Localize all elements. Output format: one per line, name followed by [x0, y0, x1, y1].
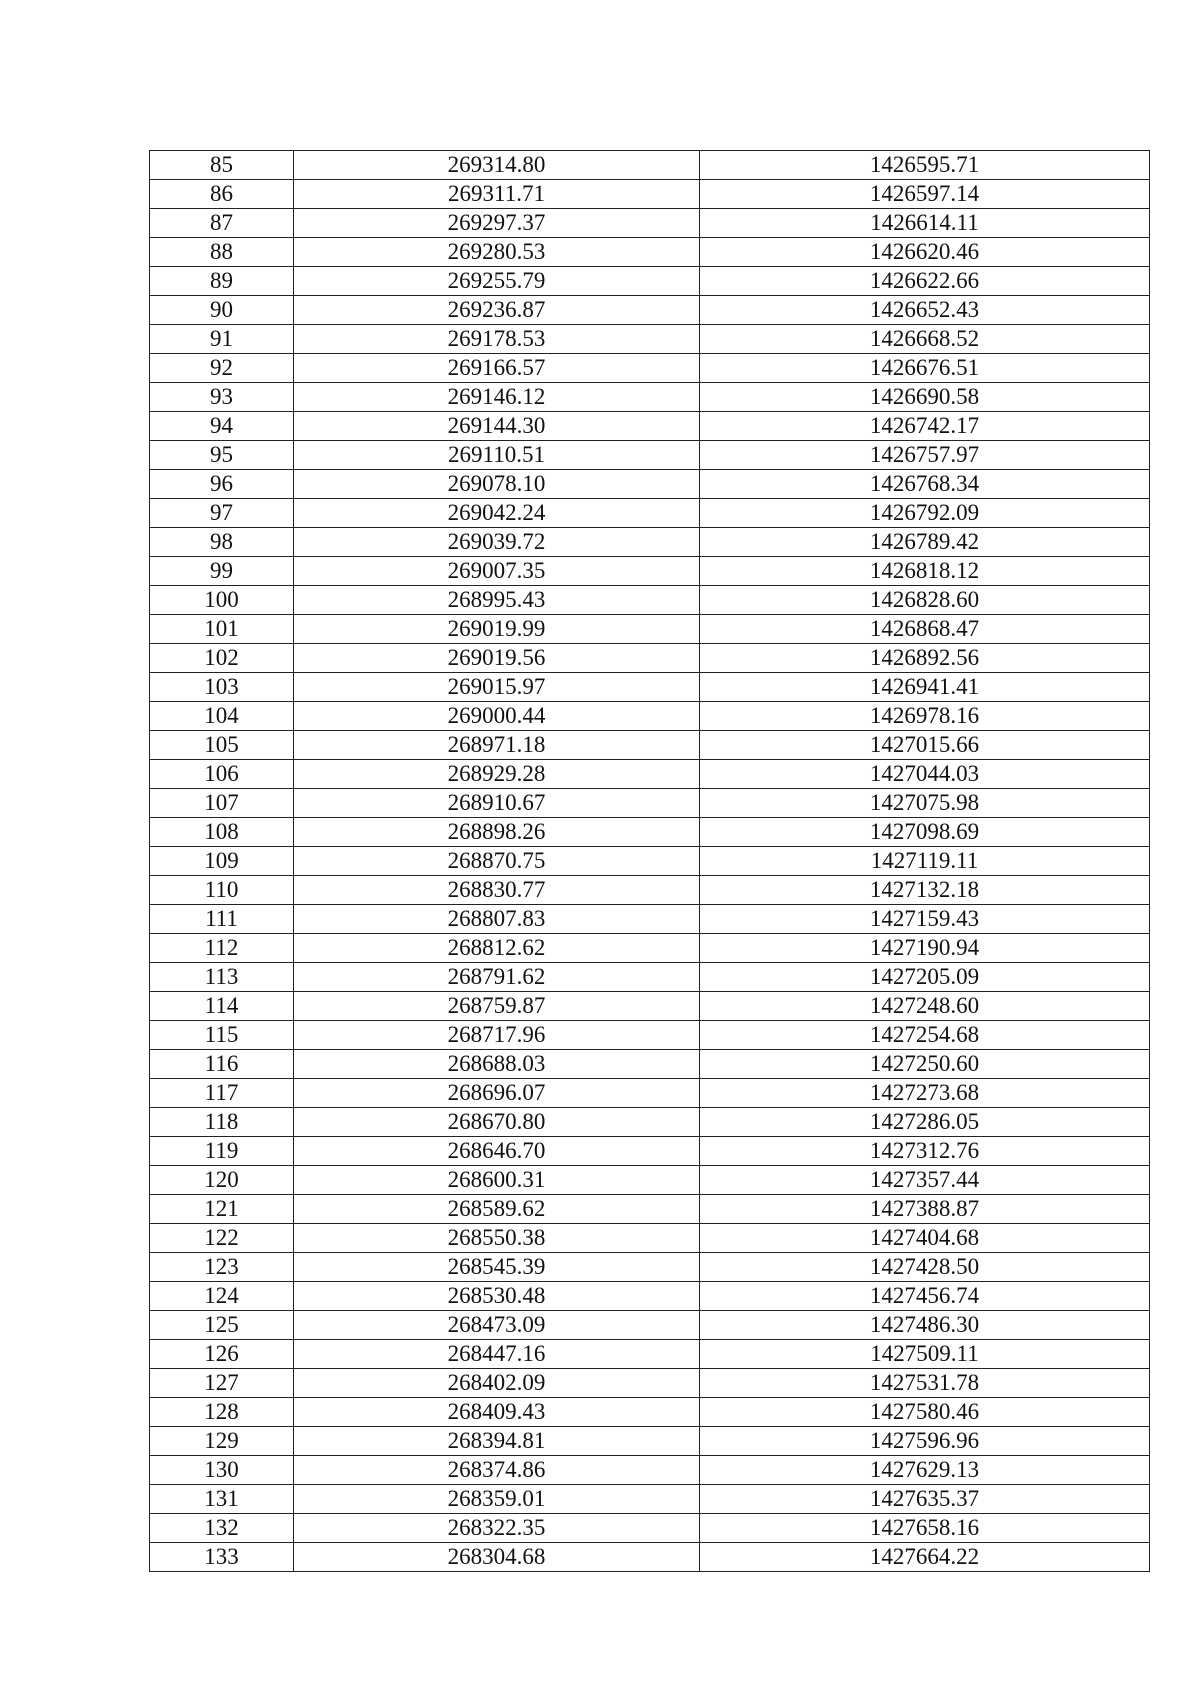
x-coordinate-cell: 269166.57	[294, 354, 700, 383]
table-row	[150, 1340, 1150, 1369]
y-coordinate-cell: 1426789.42	[700, 528, 1150, 557]
y-coordinate-cell: 1427388.87	[700, 1195, 1150, 1224]
point-number-cell: 116	[150, 1050, 294, 1079]
y-coordinate-cell: 1427580.46	[700, 1398, 1150, 1427]
x-coordinate-cell: 268646.70	[294, 1137, 700, 1166]
x-coordinate-cell: 268807.83	[294, 905, 700, 934]
y-coordinate-cell: 1426792.09	[700, 499, 1150, 528]
table-row	[150, 586, 1150, 615]
table-row	[150, 412, 1150, 441]
point-number-cell: 129	[150, 1427, 294, 1456]
y-coordinate-cell: 1427531.78	[700, 1369, 1150, 1398]
table-row	[150, 528, 1150, 557]
x-coordinate-cell: 269297.37	[294, 209, 700, 238]
y-coordinate-cell: 1426768.34	[700, 470, 1150, 499]
x-coordinate-cell: 268791.62	[294, 963, 700, 992]
x-coordinate-cell: 268717.96	[294, 1021, 700, 1050]
table-row	[150, 992, 1150, 1021]
y-coordinate-cell: 1427357.44	[700, 1166, 1150, 1195]
point-number-cell: 85	[150, 151, 294, 180]
y-coordinate-cell: 1427312.76	[700, 1137, 1150, 1166]
point-number-cell: 102	[150, 644, 294, 673]
y-coordinate-cell: 1426690.58	[700, 383, 1150, 412]
y-coordinate-cell: 1426652.43	[700, 296, 1150, 325]
y-coordinate-cell: 1427248.60	[700, 992, 1150, 1021]
point-number-cell: 88	[150, 238, 294, 267]
x-coordinate-cell: 269146.12	[294, 383, 700, 412]
y-coordinate-cell: 1426676.51	[700, 354, 1150, 383]
point-number-cell: 93	[150, 383, 294, 412]
x-coordinate-cell: 269311.71	[294, 180, 700, 209]
table-row	[150, 1108, 1150, 1137]
y-coordinate-cell: 1426868.47	[700, 615, 1150, 644]
point-number-cell: 107	[150, 789, 294, 818]
table-row	[150, 963, 1150, 992]
x-coordinate-cell: 268670.80	[294, 1108, 700, 1137]
x-coordinate-cell: 268394.81	[294, 1427, 700, 1456]
table-row	[150, 441, 1150, 470]
coordinate-table	[149, 150, 1150, 1572]
table-row	[150, 876, 1150, 905]
x-coordinate-cell: 268830.77	[294, 876, 700, 905]
point-number-cell: 114	[150, 992, 294, 1021]
y-coordinate-cell: 1427404.68	[700, 1224, 1150, 1253]
x-coordinate-cell: 269314.80	[294, 151, 700, 180]
point-number-cell: 111	[150, 905, 294, 934]
point-number-cell: 121	[150, 1195, 294, 1224]
table-row	[150, 1224, 1150, 1253]
table-row	[150, 383, 1150, 412]
x-coordinate-cell: 268971.18	[294, 731, 700, 760]
point-number-cell: 130	[150, 1456, 294, 1485]
point-number-cell: 132	[150, 1514, 294, 1543]
x-coordinate-cell: 268409.43	[294, 1398, 700, 1427]
table-row	[150, 1137, 1150, 1166]
point-number-cell: 119	[150, 1137, 294, 1166]
x-coordinate-cell: 268600.31	[294, 1166, 700, 1195]
table-row	[150, 470, 1150, 499]
x-coordinate-cell: 268322.35	[294, 1514, 700, 1543]
y-coordinate-cell: 1426620.46	[700, 238, 1150, 267]
x-coordinate-cell: 268304.68	[294, 1543, 700, 1572]
y-coordinate-cell: 1427456.74	[700, 1282, 1150, 1311]
table-row	[150, 702, 1150, 731]
x-coordinate-cell: 269039.72	[294, 528, 700, 557]
x-coordinate-cell: 269042.24	[294, 499, 700, 528]
x-coordinate-cell: 268898.26	[294, 818, 700, 847]
point-number-cell: 112	[150, 934, 294, 963]
table-row	[150, 1514, 1150, 1543]
table-row	[150, 1427, 1150, 1456]
point-number-cell: 104	[150, 702, 294, 731]
x-coordinate-cell: 269144.30	[294, 412, 700, 441]
table-row	[150, 151, 1150, 180]
x-coordinate-cell: 269255.79	[294, 267, 700, 296]
point-number-cell: 91	[150, 325, 294, 354]
table-row	[150, 1543, 1150, 1572]
table-row	[150, 209, 1150, 238]
y-coordinate-cell: 1426828.60	[700, 586, 1150, 615]
y-coordinate-cell: 1427428.50	[700, 1253, 1150, 1282]
y-coordinate-cell: 1427132.18	[700, 876, 1150, 905]
point-number-cell: 133	[150, 1543, 294, 1572]
y-coordinate-cell: 1427486.30	[700, 1311, 1150, 1340]
table-row	[150, 1050, 1150, 1079]
table-row	[150, 325, 1150, 354]
point-number-cell: 108	[150, 818, 294, 847]
x-coordinate-cell: 268589.62	[294, 1195, 700, 1224]
x-coordinate-cell: 269019.99	[294, 615, 700, 644]
table-row	[150, 354, 1150, 383]
table-row	[150, 499, 1150, 528]
table-row	[150, 557, 1150, 586]
y-coordinate-cell: 1426742.17	[700, 412, 1150, 441]
x-coordinate-cell: 269007.35	[294, 557, 700, 586]
y-coordinate-cell: 1426668.52	[700, 325, 1150, 354]
x-coordinate-cell: 268759.87	[294, 992, 700, 1021]
table-row	[150, 1079, 1150, 1108]
point-number-cell: 125	[150, 1311, 294, 1340]
y-coordinate-cell: 1426892.56	[700, 644, 1150, 673]
point-number-cell: 118	[150, 1108, 294, 1137]
point-number-cell: 109	[150, 847, 294, 876]
y-coordinate-cell: 1426595.71	[700, 151, 1150, 180]
y-coordinate-cell: 1427190.94	[700, 934, 1150, 963]
table-row	[150, 1311, 1150, 1340]
y-coordinate-cell: 1426622.66	[700, 267, 1150, 296]
x-coordinate-cell: 269280.53	[294, 238, 700, 267]
point-number-cell: 100	[150, 586, 294, 615]
point-number-cell: 94	[150, 412, 294, 441]
point-number-cell: 105	[150, 731, 294, 760]
x-coordinate-cell: 268374.86	[294, 1456, 700, 1485]
point-number-cell: 113	[150, 963, 294, 992]
x-coordinate-cell: 268870.75	[294, 847, 700, 876]
table-row	[150, 1166, 1150, 1195]
coordinate-table-body	[150, 151, 1150, 1572]
table-row	[150, 296, 1150, 325]
point-number-cell: 96	[150, 470, 294, 499]
y-coordinate-cell: 1427044.03	[700, 760, 1150, 789]
table-row	[150, 731, 1150, 760]
x-coordinate-cell: 268473.09	[294, 1311, 700, 1340]
point-number-cell: 101	[150, 615, 294, 644]
y-coordinate-cell: 1427273.68	[700, 1079, 1150, 1108]
table-row	[150, 1021, 1150, 1050]
point-number-cell: 110	[150, 876, 294, 905]
point-number-cell: 95	[150, 441, 294, 470]
table-row	[150, 760, 1150, 789]
x-coordinate-cell: 269110.51	[294, 441, 700, 470]
y-coordinate-cell: 1427159.43	[700, 905, 1150, 934]
point-number-cell: 117	[150, 1079, 294, 1108]
point-number-cell: 115	[150, 1021, 294, 1050]
table-row	[150, 1369, 1150, 1398]
table-row	[150, 905, 1150, 934]
y-coordinate-cell: 1427205.09	[700, 963, 1150, 992]
table-row	[150, 1195, 1150, 1224]
point-number-cell: 99	[150, 557, 294, 586]
point-number-cell: 90	[150, 296, 294, 325]
y-coordinate-cell: 1426941.41	[700, 673, 1150, 702]
table-row	[150, 934, 1150, 963]
y-coordinate-cell: 1426978.16	[700, 702, 1150, 731]
x-coordinate-cell: 269015.97	[294, 673, 700, 702]
point-number-cell: 98	[150, 528, 294, 557]
table-row	[150, 644, 1150, 673]
y-coordinate-cell: 1427629.13	[700, 1456, 1150, 1485]
y-coordinate-cell: 1427664.22	[700, 1543, 1150, 1572]
y-coordinate-cell: 1427254.68	[700, 1021, 1150, 1050]
table-row	[150, 789, 1150, 818]
point-number-cell: 123	[150, 1253, 294, 1282]
point-number-cell: 122	[150, 1224, 294, 1253]
point-number-cell: 103	[150, 673, 294, 702]
y-coordinate-cell: 1427286.05	[700, 1108, 1150, 1137]
point-number-cell: 106	[150, 760, 294, 789]
x-coordinate-cell: 268688.03	[294, 1050, 700, 1079]
table-row	[150, 847, 1150, 876]
y-coordinate-cell: 1427119.11	[700, 847, 1150, 876]
x-coordinate-cell: 268696.07	[294, 1079, 700, 1108]
y-coordinate-cell: 1427098.69	[700, 818, 1150, 847]
x-coordinate-cell: 268550.38	[294, 1224, 700, 1253]
point-number-cell: 128	[150, 1398, 294, 1427]
y-coordinate-cell: 1427509.11	[700, 1340, 1150, 1369]
y-coordinate-cell: 1427596.96	[700, 1427, 1150, 1456]
table-row	[150, 238, 1150, 267]
table-row	[150, 1282, 1150, 1311]
y-coordinate-cell: 1427015.66	[700, 731, 1150, 760]
table-row	[150, 1485, 1150, 1514]
table-row	[150, 180, 1150, 209]
x-coordinate-cell: 268530.48	[294, 1282, 700, 1311]
y-coordinate-cell: 1427635.37	[700, 1485, 1150, 1514]
y-coordinate-cell: 1426818.12	[700, 557, 1150, 586]
table-row	[150, 615, 1150, 644]
x-coordinate-cell: 269236.87	[294, 296, 700, 325]
x-coordinate-cell: 269019.56	[294, 644, 700, 673]
x-coordinate-cell: 268910.67	[294, 789, 700, 818]
point-number-cell: 120	[150, 1166, 294, 1195]
point-number-cell: 92	[150, 354, 294, 383]
point-number-cell: 131	[150, 1485, 294, 1514]
x-coordinate-cell: 268995.43	[294, 586, 700, 615]
point-number-cell: 124	[150, 1282, 294, 1311]
table-row	[150, 818, 1150, 847]
y-coordinate-cell: 1427075.98	[700, 789, 1150, 818]
x-coordinate-cell: 269000.44	[294, 702, 700, 731]
y-coordinate-cell: 1426597.14	[700, 180, 1150, 209]
x-coordinate-cell: 268447.16	[294, 1340, 700, 1369]
table-row	[150, 267, 1150, 296]
y-coordinate-cell: 1427658.16	[700, 1514, 1150, 1543]
y-coordinate-cell: 1427250.60	[700, 1050, 1150, 1079]
x-coordinate-cell: 268359.01	[294, 1485, 700, 1514]
table-row	[150, 673, 1150, 702]
y-coordinate-cell: 1426757.97	[700, 441, 1150, 470]
point-number-cell: 89	[150, 267, 294, 296]
point-number-cell: 87	[150, 209, 294, 238]
y-coordinate-cell: 1426614.11	[700, 209, 1150, 238]
x-coordinate-cell: 268929.28	[294, 760, 700, 789]
point-number-cell: 97	[150, 499, 294, 528]
x-coordinate-cell: 268402.09	[294, 1369, 700, 1398]
table-row	[150, 1398, 1150, 1427]
x-coordinate-cell: 269078.10	[294, 470, 700, 499]
table-row	[150, 1456, 1150, 1485]
point-number-cell: 127	[150, 1369, 294, 1398]
x-coordinate-cell: 269178.53	[294, 325, 700, 354]
x-coordinate-cell: 268545.39	[294, 1253, 700, 1282]
x-coordinate-cell: 268812.62	[294, 934, 700, 963]
point-number-cell: 126	[150, 1340, 294, 1369]
point-number-cell: 86	[150, 180, 294, 209]
table-row	[150, 1253, 1150, 1282]
